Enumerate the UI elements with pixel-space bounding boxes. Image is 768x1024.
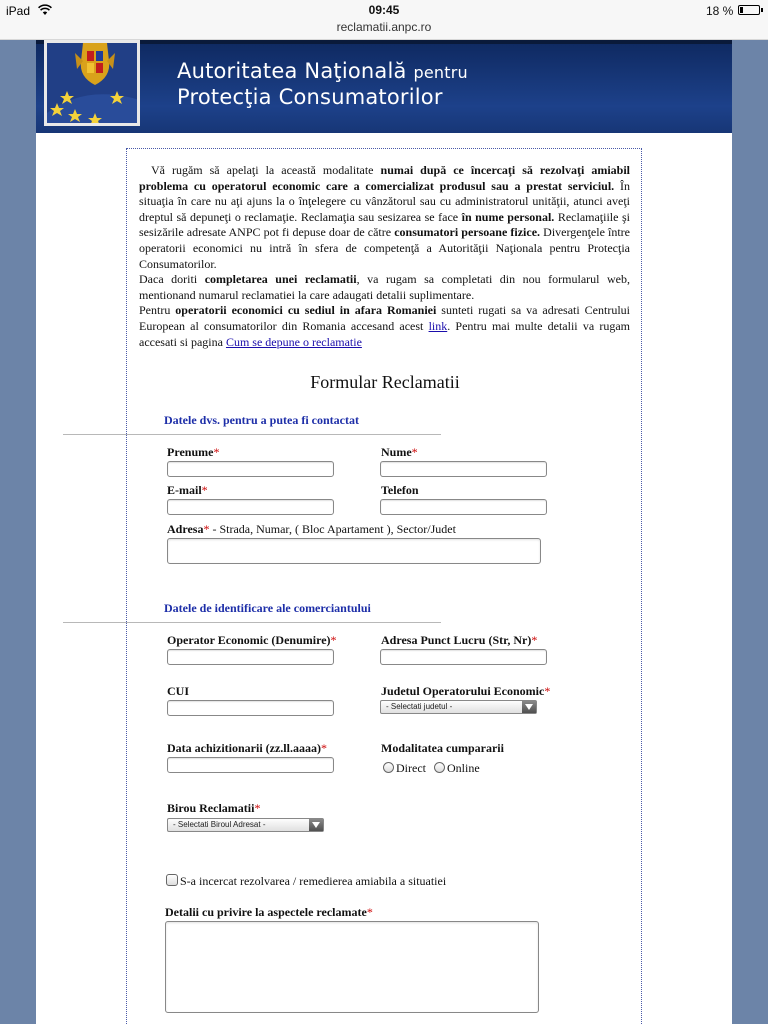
- anpc-logo: [44, 40, 140, 126]
- main-content: [126, 148, 642, 1024]
- battery-percent: 18 %: [706, 4, 734, 18]
- intro-paragraph-1: [139, 163, 630, 272]
- telefon-input[interactable]: [380, 499, 547, 515]
- cui-input[interactable]: [167, 700, 334, 716]
- prenume-input[interactable]: [167, 461, 334, 477]
- intro-text: [139, 163, 630, 350]
- detalii-label: [165, 905, 373, 920]
- how-to-complain-link[interactable]: Cum se depune o reclamatie: [225, 334, 362, 349]
- coat-of-arms-icon: [47, 43, 140, 126]
- intro-text-span: Vă rugăm să apelaţi la această modalitate: [151, 163, 381, 177]
- intro-text-span: Daca doriti: [139, 272, 205, 287]
- required-mark: *: [201, 483, 208, 497]
- data-achizitionarii-input[interactable]: [167, 757, 334, 773]
- intro-bold-span: completarea unei reclamatii: [204, 272, 357, 287]
- required-mark: *: [254, 801, 261, 815]
- detalii-textarea[interactable]: [165, 921, 539, 1013]
- birou-label: [167, 801, 260, 816]
- intro-paragraph-3: [139, 303, 630, 350]
- judetul-label: [381, 684, 550, 699]
- adresa-input[interactable]: [167, 538, 541, 564]
- required-mark: *: [531, 633, 538, 647]
- form-title: Formular Reclamatii: [310, 372, 460, 392]
- nume-label: [381, 445, 418, 460]
- operator-label-text: Operator Economic (Denumire): [167, 633, 331, 647]
- intro-text-span: Divergenţele între operatorii economici nu intră în sfera de competenţă a Autorităţii Naţionala pentru Protecţia Consumatorilor.: [139, 225, 630, 271]
- prenume-label: [167, 445, 219, 460]
- birou-select-value: - Selectati Biroul Adresat -: [173, 820, 266, 829]
- web-page: [36, 40, 732, 1024]
- section-divider: [63, 622, 441, 623]
- intro-text-span: În situaţia în care nu aţi ajuns la o înţelegere cu vânzătorul sau cu administratorul unităţii, atunci aveţi dreptul să depuneţi o reclamaţie. Reclamaţia sau sesizarea se face: [139, 178, 631, 224]
- ecc-link[interactable]: link: [428, 318, 448, 333]
- banner-title-main: Autoritatea Naţională: [177, 59, 407, 83]
- judet-select-value: - Selectati judetul -: [386, 702, 453, 711]
- email-label-text: E-mail: [167, 483, 202, 497]
- banner-title-small: pentru: [413, 63, 468, 82]
- required-mark: *: [213, 445, 220, 459]
- telefon-label: Telefon: [381, 483, 419, 497]
- intro-text-span: . Pentru mai multe detalii va rugam accesati si pagina: [139, 318, 630, 349]
- nume-input[interactable]: [380, 461, 547, 477]
- clock: 09:45: [368, 3, 400, 17]
- status-bar: [0, 0, 768, 40]
- intro-bold-span: consumatori persoane fizice.: [394, 225, 541, 240]
- adresa-hint: - Strada, Numar, ( Bloc Apartament ), Sector/Judet: [209, 522, 456, 536]
- intro-text-span: Reclamaţiile şi sesizările adresate ANPC pot fi depuse doar de către: [139, 209, 630, 240]
- section-merchant-title: Datele de identificare ale comerciantului: [164, 601, 371, 615]
- section-contact-title: Datele dvs. pentru a putea fi contactat: [164, 413, 359, 427]
- detalii-label-text: Detalii cu privire la aspectele reclamate: [165, 905, 367, 919]
- birou-select[interactable]: [167, 818, 324, 832]
- adresa-label: [167, 522, 456, 537]
- address-bar-url[interactable]: reclamatii.anpc.ro: [336, 20, 432, 34]
- intro-text-span: , va rugam sa completati din nou formularul web, mentionand numarul reclamatiei la care adaugati detalii suplimentare.: [139, 272, 630, 302]
- judetul-label-text: Judetul Operatorului Economic: [381, 684, 545, 698]
- intro-text-span: sunteti rugati sa va adresati Centrului European al consumatorilor din Romania accesand acest: [139, 303, 630, 333]
- intro-bold-span: numai după ce încercaţi să rezolvaţi amiabil problema cu operatorul economic care a comercializat produsul sau a prestat serviciul.: [139, 163, 631, 193]
- email-label: [167, 483, 208, 498]
- intro-bold-span: operatorii economici cu sediul in afara Romaniei: [175, 303, 437, 318]
- judet-select[interactable]: [380, 700, 537, 714]
- required-mark: *: [366, 905, 373, 919]
- chevron-down-icon: [309, 819, 323, 831]
- cui-label: CUI: [167, 684, 190, 698]
- device-name: iPad: [6, 4, 31, 18]
- email-input[interactable]: [167, 499, 334, 515]
- required-mark: *: [203, 522, 210, 536]
- required-mark: *: [411, 445, 418, 459]
- data-achizitionarii-label: [167, 741, 327, 756]
- intro-bold-span: în nume personal.: [461, 209, 555, 224]
- radio-online[interactable]: [434, 762, 445, 773]
- required-mark: *: [330, 633, 337, 647]
- nume-label-text: Nume: [381, 445, 412, 459]
- radio-direct-label: Direct: [396, 761, 426, 775]
- amiabil-label: S-a incercat rezolvarea / remedierea amiabila a situatiei: [180, 874, 447, 888]
- adresa-punct-label-text: Adresa Punct Lucru (Str, Nr): [381, 633, 532, 647]
- operator-input[interactable]: [167, 649, 334, 665]
- prenume-label-text: Prenume: [167, 445, 214, 459]
- data-achizitionarii-label-text: Data achizitionarii (zz.ll.aaaa): [167, 741, 321, 755]
- battery-icon: [738, 5, 760, 15]
- chevron-down-icon: [522, 701, 536, 713]
- banner-title-line1: [177, 59, 468, 83]
- radio-online-label: Online: [447, 761, 480, 775]
- required-mark: *: [320, 741, 327, 755]
- banner-title-line2: Protecţia Consumatorilor: [177, 85, 443, 109]
- required-mark: *: [544, 684, 551, 698]
- adresa-label-text: Adresa: [167, 522, 204, 536]
- intro-paragraph-2: [139, 272, 630, 303]
- header-banner: [36, 40, 732, 133]
- radio-direct[interactable]: [383, 762, 394, 773]
- modalitatea-label: Modalitatea cumpararii: [381, 741, 504, 755]
- birou-label-text: Birou Reclamatii: [167, 801, 255, 815]
- adresa-punct-label: [381, 633, 537, 648]
- adresa-punct-input[interactable]: [380, 649, 547, 665]
- amiabil-checkbox[interactable]: [166, 874, 178, 886]
- operator-label: [167, 633, 337, 648]
- intro-text-span: Pentru: [139, 303, 176, 318]
- section-divider: [63, 434, 441, 435]
